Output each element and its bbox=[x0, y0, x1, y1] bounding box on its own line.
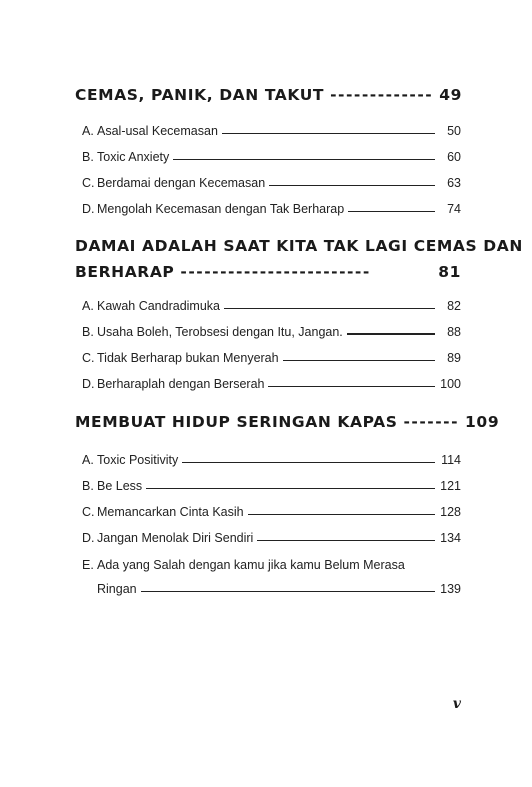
chapter-heading-1 bbox=[75, 82, 461, 108]
entry-letter: B. bbox=[82, 325, 94, 339]
entry-leader bbox=[348, 210, 435, 212]
entry-title: Memancarkan Cinta Kasih bbox=[97, 505, 244, 519]
entry-leader bbox=[268, 385, 435, 387]
entry-letter: A. bbox=[82, 299, 94, 313]
entry-title: Berharaplah dengan Berserah bbox=[97, 377, 265, 391]
entry-page-number: 74 bbox=[447, 202, 461, 216]
entry-page-number: 63 bbox=[447, 176, 461, 190]
entry-title: Ada yang Salah dengan kamu jika kamu Belum Merasa bbox=[97, 558, 405, 572]
chapter-leader: ------- bbox=[403, 413, 460, 431]
toc-entry[interactable] bbox=[82, 447, 461, 467]
entry-leader bbox=[182, 461, 435, 463]
chapter-heading-2 bbox=[75, 233, 523, 285]
chapter-title-line1: DAMAI ADALAH SAAT KITA TAK LAGI CEMAS DAN bbox=[75, 237, 523, 255]
entry-page-number: 121 bbox=[440, 479, 461, 493]
chapter-page-number: 81 bbox=[438, 263, 461, 281]
entry-title: Asal-usal Kecemasan bbox=[97, 124, 218, 138]
entry-leader bbox=[347, 332, 435, 335]
entry-page-number: 50 bbox=[447, 124, 461, 138]
entry-letter: D. bbox=[82, 377, 95, 391]
toc-entry-continuation[interactable] bbox=[97, 576, 461, 596]
page-folio: v bbox=[452, 696, 462, 712]
entry-letter: C. bbox=[82, 505, 95, 519]
entry-letter: D. bbox=[82, 531, 95, 545]
toc-entry[interactable] bbox=[82, 170, 461, 190]
toc-entry[interactable] bbox=[82, 371, 461, 391]
chapter-leader: ------------------------ bbox=[180, 263, 371, 281]
toc-entry[interactable] bbox=[82, 293, 461, 313]
toc-entry[interactable] bbox=[82, 499, 461, 519]
toc-entry[interactable] bbox=[82, 196, 461, 216]
entry-title: Mengolah Kecemasan dengan Tak Berharap bbox=[97, 202, 345, 216]
entry-title: Berdamai dengan Kecemasan bbox=[97, 176, 266, 190]
toc-entry[interactable] bbox=[82, 473, 461, 493]
entry-leader bbox=[222, 132, 435, 134]
chapter-leader: ------------- bbox=[330, 86, 434, 104]
entry-title: Usaha Boleh, Terobsesi dengan Itu, Jangan. bbox=[97, 325, 343, 339]
chapter-heading-3 bbox=[75, 409, 500, 435]
entry-leader bbox=[146, 487, 435, 489]
toc-entry[interactable] bbox=[82, 319, 461, 339]
entry-leader bbox=[283, 359, 435, 361]
toc-entry[interactable] bbox=[82, 118, 461, 138]
entry-title-continued: Ringan bbox=[97, 582, 137, 596]
entry-leader bbox=[257, 539, 435, 541]
entry-letter: C. bbox=[82, 176, 95, 190]
chapter-title: CEMAS, PANIK, DAN TAKUT bbox=[75, 86, 325, 104]
toc-entry[interactable] bbox=[82, 525, 461, 545]
entry-page-number: 128 bbox=[440, 505, 461, 519]
entry-letter: D. bbox=[82, 202, 95, 216]
entry-page-number: 82 bbox=[447, 299, 461, 313]
entry-title: Kawah Candradimuka bbox=[97, 299, 220, 313]
chapter-page-number: 49 bbox=[439, 86, 463, 104]
toc-entry[interactable] bbox=[82, 144, 461, 164]
entry-page-number: 139 bbox=[440, 582, 461, 596]
entry-letter: B. bbox=[82, 479, 94, 493]
entry-letter: A. bbox=[82, 124, 94, 138]
entry-leader bbox=[141, 590, 435, 592]
entry-leader bbox=[248, 513, 435, 515]
entry-page-number: 89 bbox=[447, 351, 461, 365]
entry-title: Tidak Berharap bukan Menyerah bbox=[97, 351, 279, 365]
chapter-title: MEMBUAT HIDUP SERINGAN KAPAS bbox=[75, 413, 398, 431]
entry-leader bbox=[173, 158, 435, 160]
entry-page-number: 88 bbox=[447, 325, 461, 339]
entry-title: Be Less bbox=[97, 479, 143, 493]
toc-entry[interactable] bbox=[82, 345, 461, 365]
entry-page-number: 134 bbox=[440, 531, 461, 545]
entry-title: Toxic Anxiety bbox=[97, 150, 170, 164]
entry-leader bbox=[269, 184, 435, 186]
entry-letter: C. bbox=[82, 351, 95, 365]
entry-page-number: 60 bbox=[447, 150, 461, 164]
entry-page-number: 114 bbox=[441, 453, 461, 467]
entry-leader bbox=[224, 307, 435, 309]
entry-title: Jangan Menolak Diri Sendiri bbox=[97, 531, 254, 545]
entry-letter: E. bbox=[82, 558, 94, 572]
entry-letter: B. bbox=[82, 150, 94, 164]
entry-letter: A. bbox=[82, 453, 94, 467]
entry-title: Toxic Positivity bbox=[97, 453, 179, 467]
toc-entry[interactable] bbox=[82, 552, 461, 572]
chapter-page-number: 109 bbox=[465, 413, 500, 431]
chapter-title-line2: BERHARAP bbox=[75, 263, 175, 281]
entry-page-number: 100 bbox=[440, 377, 461, 391]
